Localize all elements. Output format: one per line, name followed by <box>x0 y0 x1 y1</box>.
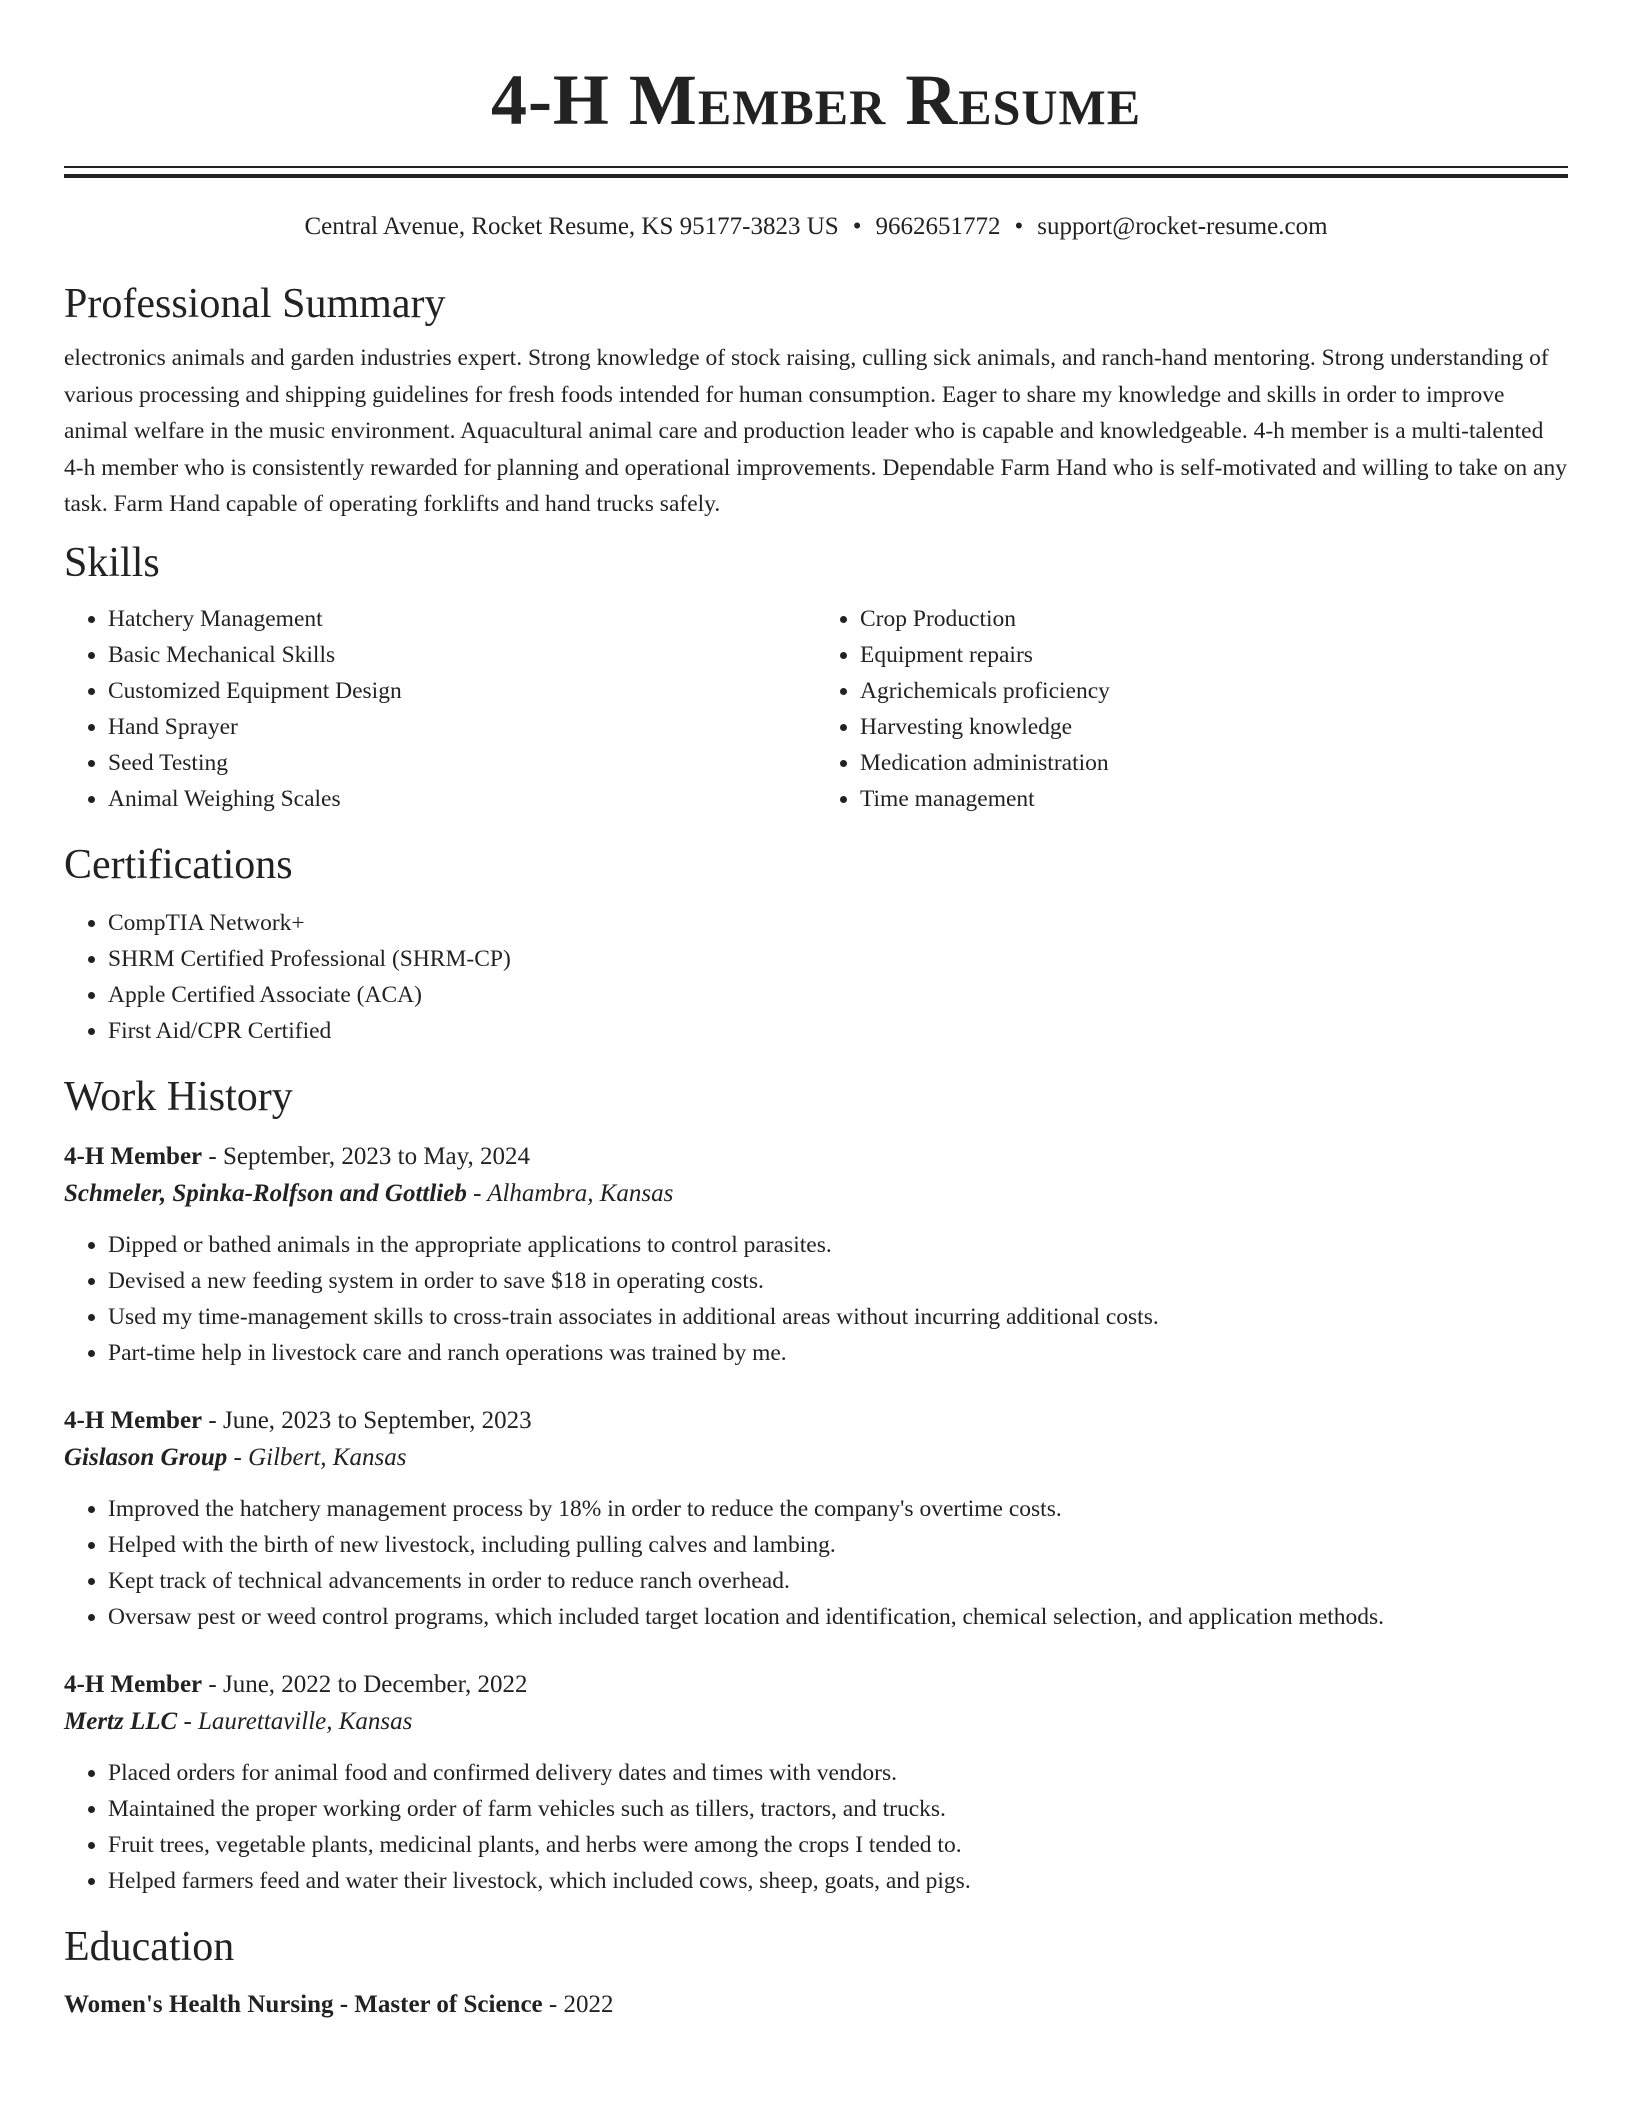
skills-list <box>64 601 1568 817</box>
certification-item: • First Aid/CPR Certified <box>108 1013 1568 1049</box>
job-company-line <box>64 1439 1568 1477</box>
skill-item: • Crop Production <box>860 601 1568 637</box>
job-title-line <box>64 1403 1568 1439</box>
job-entry <box>64 1403 1568 1635</box>
job-entry <box>64 1139 1568 1371</box>
contact-line <box>64 212 1568 242</box>
contact-separator: • <box>1014 213 1024 240</box>
job-company: Schmeler, Spinka-Rolfson and Gottlieb <box>64 1179 467 1207</box>
skill-item: • Hatchery Management <box>108 601 816 637</box>
skill-item: • Hand Sprayer <box>108 709 816 745</box>
job-bullet: • Oversaw pest or weed control programs, which included target location and identification, chemical selection, and application methods. <box>108 1599 1568 1635</box>
job-bullet: • Helped with the birth of new livestock, including pulling calves and lambing. <box>108 1527 1568 1563</box>
certifications-list <box>64 905 1568 1049</box>
job-bullet: • Helped farmers feed and water their livestock, which included cows, sheep, goats, and pigs. <box>108 1863 1568 1899</box>
job-entry <box>64 1667 1568 1899</box>
skill-item: • Medication administration <box>860 745 1568 781</box>
skills-column-left <box>64 601 816 817</box>
job-bullet: • Kept track of technical advancements in order to reduce ranch overhead. <box>108 1563 1568 1599</box>
summary-text: electronics animals and garden industries expert. Strong knowledge of stock raising, culling sick animals, and ranch-hand mentoring. Strong understanding of various processing and shipping guidelines for fresh foods intended for human consumption. Eager to share my knowledge and skills in order to improve animal welfare in the music environment. Aquacultural animal care and production leader who is capable and knowledgeable. 4-h member is a multi-talented 4-h member who is consistently rewarded for planning and operational improvements. Dependable Farm Hand who is self-motivated and willing to take on any task. Farm Hand capable of operating forklifts and hand trucks safely. <box>64 345 1567 517</box>
title-divider <box>64 166 1568 178</box>
job-bullet: • Improved the hatchery management process by 18% in order to reduce the company's overtime costs. <box>108 1491 1568 1527</box>
education-entry <box>64 1987 1568 2023</box>
job-bullets <box>64 1491 1568 1635</box>
certification-item: • Apple Certified Associate (ACA) <box>108 977 1568 1013</box>
contact-separator: • <box>852 213 862 240</box>
job-title-line <box>64 1139 1568 1175</box>
job-location: - Gilbert, Kansas <box>227 1443 407 1471</box>
job-company: Gislason Group <box>64 1443 228 1471</box>
job-dates: - June, 2022 to December, 2022 <box>202 1670 528 1698</box>
contact-address: Central Avenue, Rocket Resume, KS 95177-3823 US <box>304 213 839 240</box>
summary-heading: Professional Summary <box>64 281 446 327</box>
skill-item: • Harvesting knowledge <box>860 709 1568 745</box>
skill-item: • Animal Weighing Scales <box>108 781 816 817</box>
skill-item: • Seed Testing <box>108 745 816 781</box>
skill-item: • Basic Mechanical Skills <box>108 637 816 673</box>
job-bullet: • Part-time help in livestock care and ranch operations was trained by me. <box>108 1335 1568 1371</box>
job-company: Mertz LLC <box>64 1707 178 1735</box>
contact-email[interactable]: support@rocket-resume.com <box>1037 213 1328 240</box>
education-degree: Women's Health Nursing - Master of Science <box>64 1990 543 2018</box>
job-bullets <box>64 1755 1568 1899</box>
job-title-line <box>64 1667 1568 1703</box>
certification-item: • CompTIA Network+ <box>108 905 1568 941</box>
work-history-heading: Work History <box>64 1073 293 1120</box>
education-heading: Education <box>64 1923 235 1970</box>
job-bullet: • Maintained the proper working order of farm vehicles such as tillers, tractors, and trucks. <box>108 1791 1568 1827</box>
skill-item: • Agrichemicals proficiency <box>860 673 1568 709</box>
resume-title: 4-H Member Resume <box>490 60 1142 140</box>
skill-item: • Time management <box>860 781 1568 817</box>
certification-item: • SHRM Certified Professional (SHRM-CP) <box>108 941 1568 977</box>
skill-item: • Equipment repairs <box>860 637 1568 673</box>
contact-phone: 9662651772 <box>875 213 1001 240</box>
job-bullet: • Fruit trees, vegetable plants, medicinal plants, and herbs were among the crops I tended to. <box>108 1827 1568 1863</box>
job-bullet: • Devised a new feeding system in order to save $18 in operating costs. <box>108 1263 1568 1299</box>
job-location: - Laurettaville, Kansas <box>177 1707 413 1735</box>
job-dates: - September, 2023 to May, 2024 <box>202 1142 531 1170</box>
job-company-line <box>64 1175 1568 1213</box>
job-role: 4-H Member <box>64 1670 203 1698</box>
skills-column-right <box>816 601 1568 817</box>
job-location: - Alhambra, Kansas <box>466 1179 674 1207</box>
job-bullet: • Used my time-management skills to cross-train associates in additional areas without incurring additional costs. <box>108 1299 1568 1335</box>
job-company-line <box>64 1703 1568 1741</box>
job-role: 4-H Member <box>64 1142 203 1170</box>
skill-item: • Customized Equipment Design <box>108 673 816 709</box>
job-bullets <box>64 1227 1568 1371</box>
job-bullet: • Dipped or bathed animals in the appropriate applications to control parasites. <box>108 1227 1568 1263</box>
education-year: - 2022 <box>542 1990 614 2018</box>
job-dates: - June, 2023 to September, 2023 <box>202 1406 532 1434</box>
job-role: 4-H Member <box>64 1406 203 1434</box>
certifications-heading: Certifications <box>64 841 293 888</box>
job-bullet: • Placed orders for animal food and confirmed delivery dates and times with vendors. <box>108 1755 1568 1791</box>
skills-heading: Skills <box>64 539 160 586</box>
